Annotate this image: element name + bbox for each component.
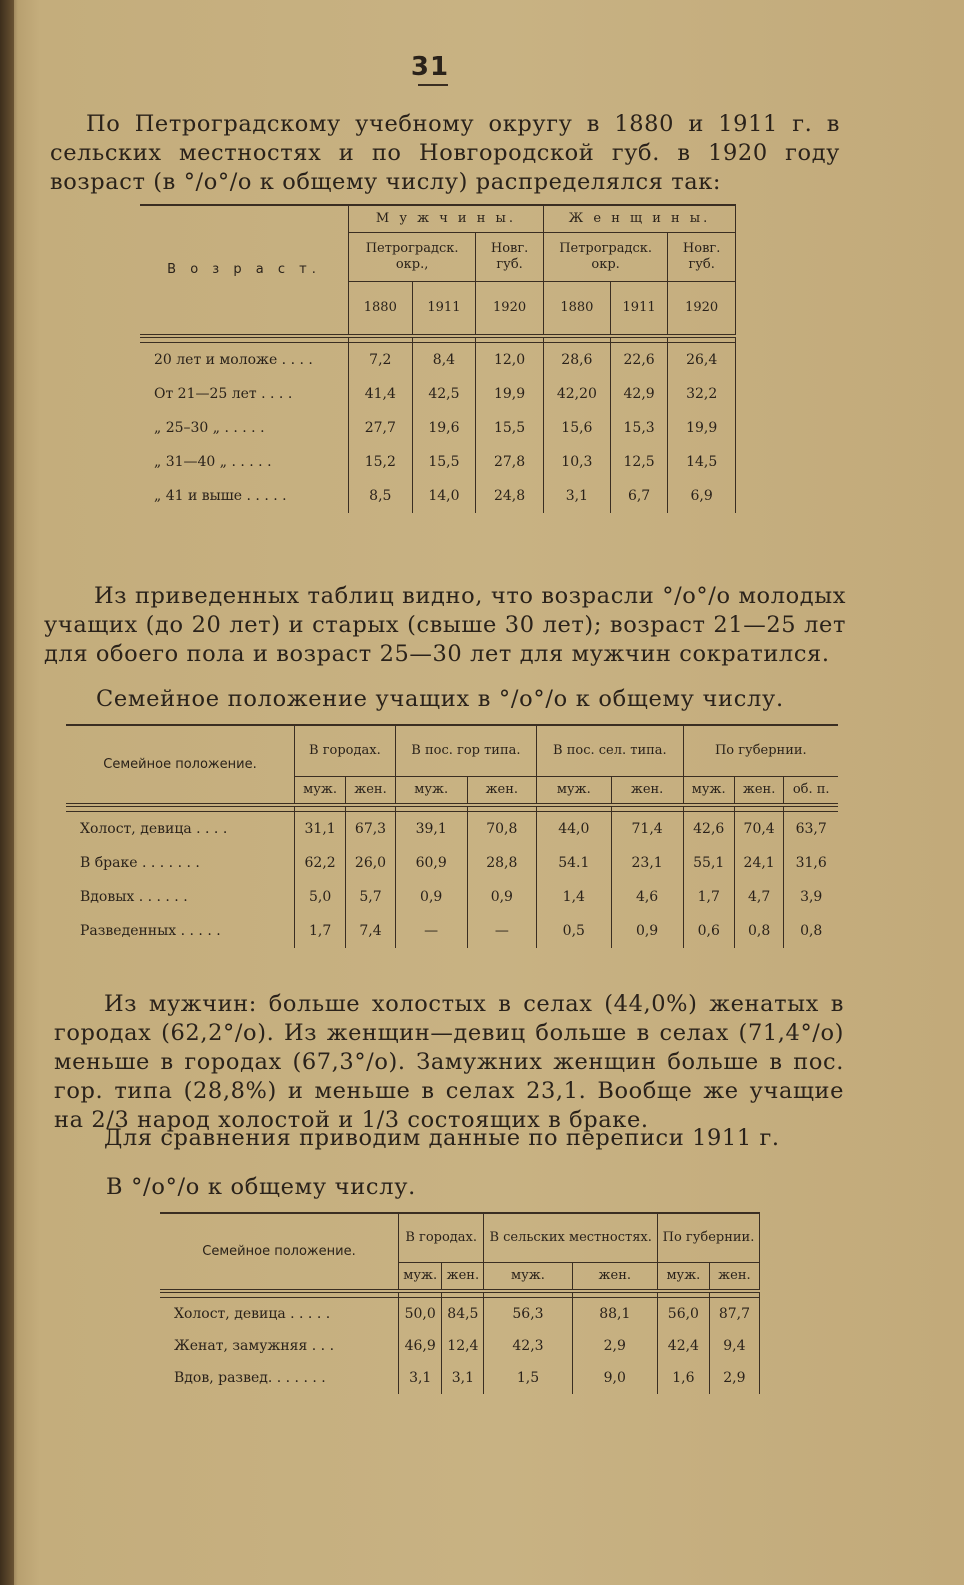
table-cell: 6,7 (610, 479, 667, 513)
female-subheader: жен. (709, 1263, 759, 1292)
male-subheader: муж. (395, 777, 467, 806)
table-cell: 6,9 (668, 479, 736, 513)
table-cell: — (467, 914, 536, 948)
table-cell: 8,5 (349, 479, 413, 513)
census-table (160, 1212, 760, 1394)
age-table (140, 204, 736, 513)
male-subheader: муж. (683, 777, 734, 806)
female-subheader: жен. (734, 777, 784, 806)
table-row (66, 880, 838, 914)
table-cell: 26,4 (668, 343, 736, 378)
table-cell: 88,1 (572, 1298, 657, 1331)
table-cell: 0,9 (611, 914, 683, 948)
table-cell: 15,3 (610, 411, 667, 445)
table-cell: 0,6 (683, 914, 734, 948)
table-row (140, 411, 736, 445)
year-header: 1920 (476, 282, 544, 337)
table-cell: 46,9 (399, 1330, 442, 1362)
table-cell: 42,3 (484, 1330, 572, 1362)
book-gutter (0, 0, 14, 1585)
pos-sel-header: В пос. сел. типа. (537, 725, 684, 777)
table-cell: 12,4 (442, 1330, 484, 1362)
table-cell: 27,7 (349, 411, 413, 445)
table-cell: 4,7 (734, 880, 784, 914)
table-cell: 15,5 (476, 411, 544, 445)
table-cell: 5,0 (295, 880, 346, 914)
age-header-cell (140, 205, 349, 336)
women-petrograd-header: Петроградск. окр. (543, 233, 667, 282)
table-cell: 22,6 (610, 343, 667, 378)
table-cell: 54.1 (537, 846, 612, 880)
row-label: Вдовых . . . . . . (66, 880, 295, 914)
men-header-cell (349, 205, 544, 233)
table-cell: 44,0 (537, 812, 612, 847)
rural-header: В сельских местностях. (484, 1213, 658, 1263)
table-cell: 19,9 (668, 411, 736, 445)
table-cell: 42,20 (543, 377, 610, 411)
table-cell: 15,6 (543, 411, 610, 445)
table-cell: 2,9 (709, 1362, 759, 1394)
table-cell: — (395, 914, 467, 948)
table-cell: 26,0 (346, 846, 396, 880)
family-status-heading: Семейное положение учащих в °/о°/о к общему числу. (96, 686, 784, 712)
table-cell: 42,5 (412, 377, 476, 411)
table-cell: 32,2 (668, 377, 736, 411)
census-heading: В °/о°/о к общему числу. (106, 1174, 416, 1200)
table-cell: 3,1 (399, 1362, 442, 1394)
year-header: 1880 (543, 282, 610, 337)
table-cell: 28,8 (467, 846, 536, 880)
paragraph-conclusion: Из приведенных таблиц видно, что возрасли °/о°/о молодых учащих (до 20 лет) и старых (свыше 30 лет); возраст 21—25 лет для обоего пола и возраст 25—30 лет для мужчин сократился. (44, 583, 846, 667)
table-row (66, 812, 838, 847)
cities-header: В городах. (399, 1213, 484, 1263)
table-cell: 50,0 (399, 1298, 442, 1331)
paragraph-comparison: Для сравнения приводим данные по переписи 1911 г. (104, 1125, 780, 1151)
status-header: Семейное положение. (202, 1243, 356, 1259)
table-cell: 1,7 (295, 914, 346, 948)
table-cell: 70,4 (734, 812, 784, 847)
row-label: 20 лет и моложе . . . . (140, 343, 349, 378)
cities-header: В городах. (295, 725, 396, 777)
year-header: 1911 (610, 282, 667, 337)
row-label: Холост, девица . . . . . (160, 1298, 399, 1331)
table-cell: 24,8 (476, 479, 544, 513)
female-subheader: жен. (442, 1263, 484, 1292)
table-row (140, 343, 736, 378)
table-cell: 39,1 (395, 812, 467, 847)
table-row (66, 914, 838, 948)
status-header: Семейное положение. (103, 756, 257, 772)
table-cell: 71,4 (611, 812, 683, 847)
women-novg-header: Новг. губ. (668, 233, 736, 282)
row-label: Вдов, развед. . . . . . . (160, 1362, 399, 1394)
table-cell: 0,9 (467, 880, 536, 914)
table-cell: 87,7 (709, 1298, 759, 1331)
female-subheader: жен. (467, 777, 536, 806)
row-label: „ 41 и выше . . . . . (140, 479, 349, 513)
table-cell: 56,3 (484, 1298, 572, 1331)
table-row (160, 1362, 760, 1394)
status-header-cell (160, 1213, 399, 1291)
table-cell: 3,9 (784, 880, 838, 914)
table-cell: 42,4 (657, 1330, 709, 1362)
table-cell: 3,1 (442, 1362, 484, 1394)
table-cell: 31,1 (295, 812, 346, 847)
pos-gor-header: В пос. гор типа. (395, 725, 536, 777)
table-cell: 42,9 (610, 377, 667, 411)
table-cell: 0,9 (395, 880, 467, 914)
row-label: Женат, замужняя . . . (160, 1330, 399, 1362)
table-cell: 7,2 (349, 343, 413, 378)
table-row (160, 1298, 760, 1331)
year-header: 1880 (349, 282, 413, 337)
table-row (66, 846, 838, 880)
status-header-cell (66, 725, 295, 805)
men-header: М у ж ч и н ы. (375, 211, 517, 226)
table-cell: 62,2 (295, 846, 346, 880)
male-subheader: муж. (295, 777, 346, 806)
family-status-table (66, 724, 838, 948)
table-cell: 12,5 (610, 445, 667, 479)
table-cell: 1,5 (484, 1362, 572, 1394)
table-row (140, 445, 736, 479)
table-cell: 42,6 (683, 812, 734, 847)
table-cell: 19,9 (476, 377, 544, 411)
table-row (140, 479, 736, 513)
table-cell: 3,1 (543, 479, 610, 513)
table-cell: 60,9 (395, 846, 467, 880)
table-cell: 2,9 (572, 1330, 657, 1362)
male-subheader: муж. (657, 1263, 709, 1292)
table-cell: 9,4 (709, 1330, 759, 1362)
total-subheader: об. п. (784, 777, 838, 806)
female-subheader: жен. (611, 777, 683, 806)
table-cell: 28,6 (543, 343, 610, 378)
table-cell: 41,4 (349, 377, 413, 411)
gubernia-header: По губернии. (657, 1213, 759, 1263)
table-cell: 1,6 (657, 1362, 709, 1394)
table-cell: 12,0 (476, 343, 544, 378)
row-label: Разведенных . . . . . (66, 914, 295, 948)
table-cell: 9,0 (572, 1362, 657, 1394)
paragraph-analysis: Из мужчин: больше холостых в селах (44,0%) женатых в городах (62,2°/о). Из женщин—девиц больше в селах (71,4°/о) меньше в городах (67,3°/о). Замужних женщин больше в пос. гор. типа (28,8%) и меньше в селах 23,1. Вообще же учащие на 2/3 народ холостой и 1/3 состоящих в браке. (54, 991, 844, 1133)
table-row (140, 377, 736, 411)
table-cell: 15,2 (349, 445, 413, 479)
male-subheader: муж. (484, 1263, 572, 1292)
table-cell: 70,8 (467, 812, 536, 847)
row-label: Холост, девица . . . . (66, 812, 295, 847)
male-subheader: муж. (399, 1263, 442, 1292)
row-label: В браке . . . . . . . (66, 846, 295, 880)
men-novg-header: Новг. губ. (476, 233, 544, 282)
table-cell: 56,0 (657, 1298, 709, 1331)
year-header: 1911 (412, 282, 476, 337)
table-cell: 14,5 (668, 445, 736, 479)
table-cell: 14,0 (412, 479, 476, 513)
table-cell: 15,5 (412, 445, 476, 479)
table-cell: 5,7 (346, 880, 396, 914)
table-row (160, 1330, 760, 1362)
table-cell: 1,4 (537, 880, 612, 914)
table-cell: 67,3 (346, 812, 396, 847)
table-cell: 24,1 (734, 846, 784, 880)
female-subheader: жен. (572, 1263, 657, 1292)
men-petrograd-header: Петроградск. окр., (349, 233, 476, 282)
table-cell: 1,7 (683, 880, 734, 914)
table-cell: 8,4 (412, 343, 476, 378)
table-cell: 10,3 (543, 445, 610, 479)
row-label: „ 31—40 „ . . . . . (140, 445, 349, 479)
page-number-rule (418, 84, 448, 86)
row-label: От 21—25 лет . . . . (140, 377, 349, 411)
year-header: 1920 (668, 282, 736, 337)
women-header: Ж е н щ и н ы. (568, 211, 711, 226)
page-number: 31 (410, 52, 450, 82)
row-label: „ 25–30 „ . . . . . (140, 411, 349, 445)
gubernia-header: По губернии. (683, 725, 838, 777)
table-cell: 0,5 (537, 914, 612, 948)
table-cell: 4,6 (611, 880, 683, 914)
paragraph-intro: По Петроградскому учебному округу в 1880 и 1911 г. в сельских местностях и по Новгородской губ. в 1920 году возраст (в °/о°/о к общему числу) распределялся так: (50, 111, 840, 195)
table-cell: 55,1 (683, 846, 734, 880)
table-cell: 63,7 (784, 812, 838, 847)
age-header: В о з р а с т. (167, 262, 321, 277)
table-cell: 31,6 (784, 846, 838, 880)
women-header-cell (543, 205, 735, 233)
male-subheader: муж. (537, 777, 612, 806)
female-subheader: жен. (346, 777, 396, 806)
table-cell: 23,1 (611, 846, 683, 880)
table-cell: 0,8 (734, 914, 784, 948)
table-cell: 7,4 (346, 914, 396, 948)
table-cell: 27,8 (476, 445, 544, 479)
table-cell: 19,6 (412, 411, 476, 445)
table-cell: 0,8 (784, 914, 838, 948)
table-cell: 84,5 (442, 1298, 484, 1331)
